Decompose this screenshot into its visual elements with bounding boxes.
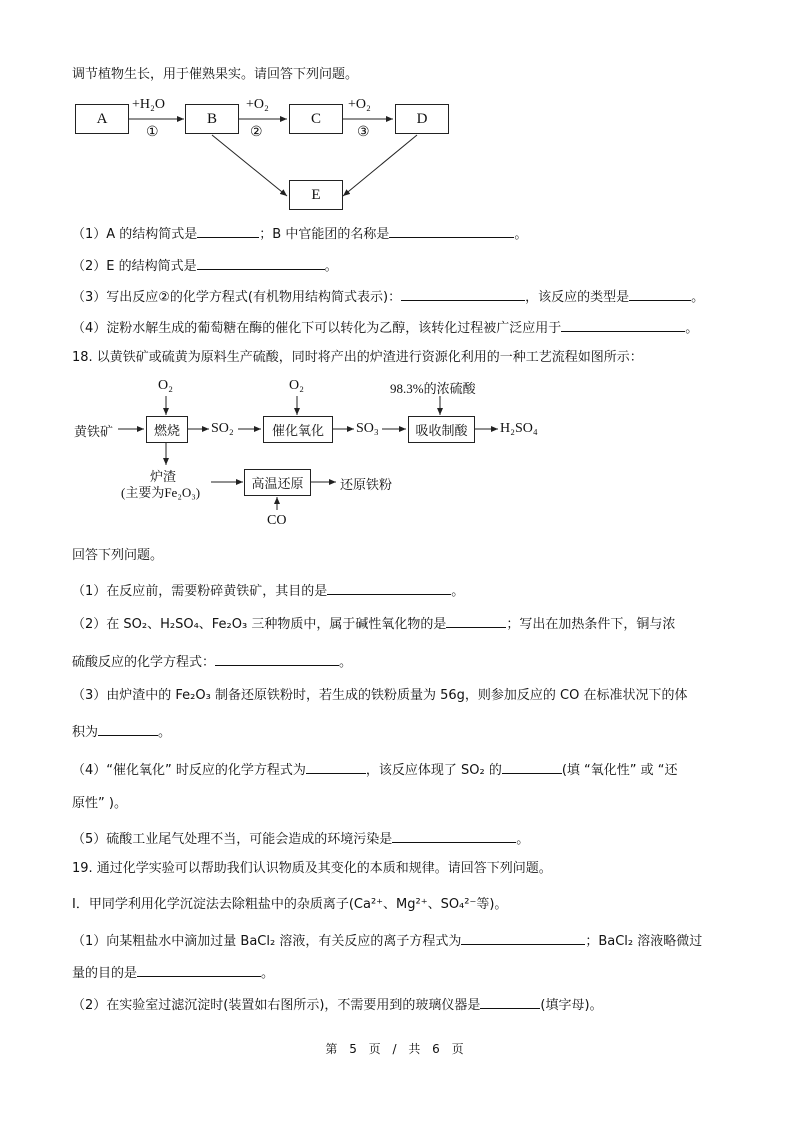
node-d: D [395,104,449,134]
box-catalytic-oxidation: 催化氧化 [263,416,333,443]
q18-part4: （4）“催化氧化” 时反应的化学方程式为 ，该反应体现了 SO₂ 的 (填 “氧化性” 或 “还 [72,760,678,780]
flow-so2: SO₂ [211,421,234,436]
q19-sub1-cont: 量的目的是 。 [72,963,274,983]
reagent-3: +O₂ [348,97,371,112]
q19-sub1: （1）向某粗盐水中滴加过量 BaCl₂ 溶液，有关反应的离子方程式为 ；BaCl₂ 溶液略微过 [72,931,702,951]
answer-blank[interactable] [401,287,525,301]
q18-part5: （5）硫酸工业尾气处理不当，可能会造成的环境污染是 。 [72,829,529,849]
answer-blank[interactable] [137,963,261,977]
q18-part2-cont: 硫酸反应的化学方程式： 。 [72,652,352,672]
node-c: C [289,104,343,134]
answer-blank[interactable] [389,224,514,238]
step-3: ③ [357,125,370,140]
q17-part2: （2）E 的结构简式是 。 [72,256,338,276]
q17-part3: （3）写出反应②的化学方程式(有机物用结构简式表示)： ，该反应的类型是 。 [72,287,704,307]
box-absorption: 吸收制酸 [408,416,475,443]
answer-blank[interactable] [306,760,366,774]
q18-part3: （3）由炉渣中的 Fe₂O₃ 制备还原铁粉时，若生成的铁粉质量为 56g，则参加反应的 CO 在标准状况下的体 [72,688,688,703]
q17-part4: （4）淀粉水解生成的葡萄糖在酶的催化下可以转化为乙醇，该转化过程被广泛应用于 。 [72,318,698,338]
page-footer: 第 5 页 / 共 6 页 [325,1042,468,1056]
answer-blank[interactable] [327,581,451,595]
node-a: A [75,104,129,134]
flow-co: CO [267,513,287,528]
flow-slag-note: (主要为Fe₂O₃) [121,485,201,500]
diagram-arrows [0,0,793,560]
flow-product: H₂SO₄ [500,421,538,436]
reagent-1: +H₂O [132,97,165,112]
q19-stem: 19. 通过化学实验可以帮助我们认识物质及其变化的本质和规律。请回答下列问题。 [72,861,552,876]
flow-so3: SO₃ [356,421,379,436]
node-b: B [185,104,239,134]
answer-blank[interactable] [197,256,325,270]
flow-input: 黄铁矿 [74,425,114,440]
answer-blank[interactable] [561,318,685,332]
box-reduction: 高温还原 [244,469,311,496]
flow-o2-2: O₂ [289,378,304,393]
q19-part1-intro: I．甲同学利用化学沉淀法去除粗盐中的杂质离子(Ca²⁺、Mg²⁺、SO₄²⁻等)。 [72,897,508,912]
flow-o2-1: O₂ [158,378,173,393]
answer-blank[interactable] [502,760,562,774]
q18-part3-cont: 积为 。 [72,722,171,742]
q18-part1: （1）在反应前，需要粉碎黄铁矿，其目的是 。 [72,581,464,601]
answer-blank[interactable] [446,614,506,628]
answer-blank[interactable] [98,722,158,736]
answer-blank[interactable] [629,287,691,301]
flow-iron-powder: 还原铁粉 [340,478,393,493]
step-1: ① [146,125,159,140]
q17-part1: （1）A 的结构简式是 ；B 中官能团的名称是 。 [72,224,527,244]
q18-stem: 18. 以黄铁矿或硫黄为原料生产硫酸，同时将产出的炉渣进行资源化利用的一种工艺流程如图所示： [72,350,643,365]
node-e: E [289,180,343,210]
flow-conc-acid: 98.3%的浓硫酸 [390,381,476,396]
answer-blank[interactable] [197,224,259,238]
q18-answer-prompt: 回答下列问题。 [72,548,164,563]
intro-line: 调节植物生长，用于催熟果实。请回答下列问题。 [72,67,359,82]
answer-blank[interactable] [461,931,585,945]
answer-blank[interactable] [215,652,339,666]
answer-blank[interactable] [392,829,516,843]
q19-sub2: （2）在实验室过滤沉淀时(装置如右图所示)，不需要用到的玻璃仪器是 (填字母)。 [72,995,603,1015]
q18-part4-cont: 原性” )。 [72,796,127,811]
q18-part2: （2）在 SO₂、H₂SO₄、Fe₂O₃ 三种物质中，属于碱性氧化物的是 ；写出在加热条件下，铜与浓 [72,614,675,634]
flow-slag: 炉渣 [150,470,177,485]
box-burning: 燃烧 [146,416,188,443]
reagent-2: +O₂ [246,97,269,112]
step-2: ② [250,125,263,140]
answer-blank[interactable] [480,995,540,1009]
